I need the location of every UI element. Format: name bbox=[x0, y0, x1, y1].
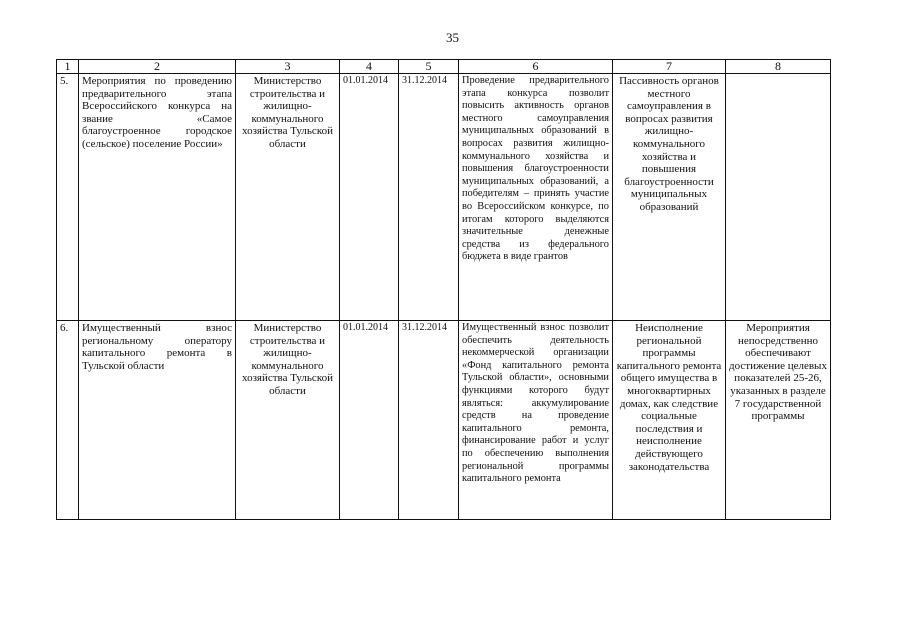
column-header: 7 bbox=[613, 60, 726, 74]
start-date: 01.01.2014 bbox=[340, 74, 399, 321]
column-header: 6 bbox=[459, 60, 613, 74]
column-header: 2 bbox=[79, 60, 236, 74]
consequences: Пассивность органов местного самоуправления в вопросах развития жилищно-коммунального хозяйства и повышения благоустроенности муниципальных образований bbox=[613, 74, 726, 321]
table-row bbox=[57, 74, 831, 321]
column-header: 1 bbox=[57, 60, 79, 74]
program-table bbox=[56, 59, 831, 520]
event-name: Мероприятия по проведению предварительного этапа Всероссийского конкурса на звание «Самое благоустроенное городское (сельское) поселение России» bbox=[79, 74, 236, 321]
executor: Министерство строительства и жилищно-коммунального хозяйства Тульской области bbox=[236, 74, 340, 321]
page-number: 35 bbox=[446, 30, 459, 45]
row-number: 6. bbox=[57, 321, 79, 520]
header-row bbox=[57, 60, 831, 74]
column-header: 8 bbox=[726, 60, 831, 74]
end-date: 31.12.2014 bbox=[399, 74, 459, 321]
indicator-link bbox=[726, 74, 831, 321]
table-row bbox=[57, 321, 831, 520]
indicator-link: Мероприятия непосредственно обеспечивают достижение целевых показателей 25-26, указанных в разделе 7 государственной программы bbox=[726, 321, 831, 520]
column-header: 3 bbox=[236, 60, 340, 74]
expected-result: Имущественный взнос позволит обеспечить деятельность некоммерческой организации «Фонд капитального ремонта Тульской области», основными функциями которого будут являться: аккумулирование средств на проведение капитального ремонта, финансирование работ и услуг по обеспечению выполнения региональной программы капитального ремонта bbox=[459, 321, 613, 520]
executor: Министерство строительства и жилищно-коммунального хозяйства Тульской области bbox=[236, 321, 340, 520]
row-number: 5. bbox=[57, 74, 79, 321]
expected-result: Проведение предварительного этапа конкурса позволит повысить активность органов местного самоуправления муниципальных образований в вопросах развития жилищно-коммунального хозяйства и повышения благоустроенности муниципальных образований, а победителям – принять участие во Всероссийском конкурсе, по итогам которого выделяются значительные денежные средства из федерального бюджета в виде грантов bbox=[459, 74, 613, 321]
end-date: 31.12.2014 bbox=[399, 321, 459, 520]
column-header: 4 bbox=[340, 60, 399, 74]
column-header: 5 bbox=[399, 60, 459, 74]
consequences: Неисполнение региональной программы капитального ремонта общего имущества в многоквартирных домах, как следствие социальные последствия и неисполнение действующего законодательства bbox=[613, 321, 726, 520]
start-date: 01.01.2014 bbox=[340, 321, 399, 520]
event-name: Имущественный взнос региональному оператору капитального ремонта в Тульской области bbox=[79, 321, 236, 520]
